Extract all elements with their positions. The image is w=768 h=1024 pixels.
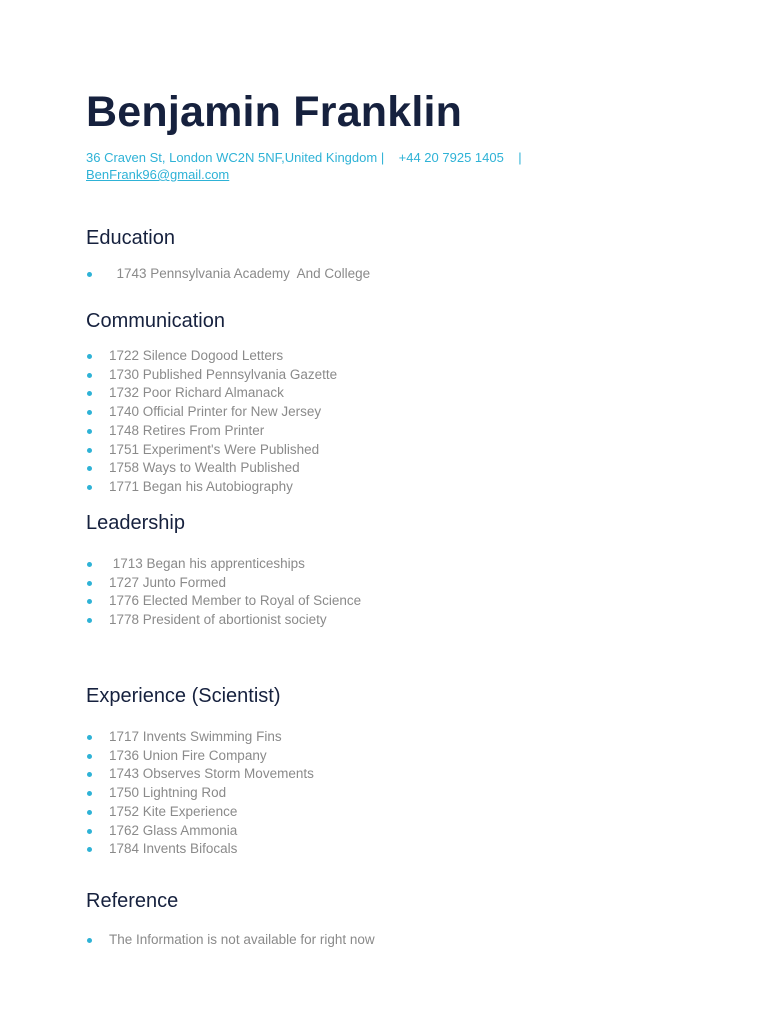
list-item: 1750 Lightning Rod [86, 784, 314, 803]
reference-heading: Reference [86, 890, 179, 912]
communication-list [86, 347, 337, 497]
reference-section [86, 890, 375, 950]
bullet-icon [87, 754, 92, 759]
list-item: 1717 Invents Swimming Fins [86, 728, 314, 747]
bullet-icon [87, 429, 92, 434]
list-item: 1713 Began his apprenticeships [86, 555, 361, 574]
bullet-icon [87, 562, 92, 567]
leadership-heading: Leadership [86, 512, 185, 534]
list-item: 1762 Glass Ammonia [86, 822, 314, 841]
list-item: 1722 Silence Dogood Letters [86, 347, 337, 366]
list-item: 1736 Union Fire Company [86, 747, 314, 766]
bullet-icon [87, 485, 92, 490]
list-item: 1751 Experiment's Were Published [86, 441, 337, 460]
bullet-icon [87, 391, 92, 396]
bullet-icon [87, 466, 92, 471]
list-item: 1758 Ways to Wealth Published [86, 459, 337, 478]
leadership-section [86, 512, 361, 630]
experience-list [86, 728, 314, 859]
list-item: 1727 Junto Formed [86, 574, 361, 593]
email-link[interactable]: BenFrank96@gmail.com [86, 167, 230, 182]
education-heading: Education [86, 227, 175, 249]
bullet-icon [87, 618, 92, 623]
leadership-list [86, 555, 361, 630]
education-list [86, 265, 370, 284]
experience-heading: Experience (Scientist) [86, 685, 281, 707]
bullet-icon [87, 735, 92, 740]
bullet-icon [87, 772, 92, 777]
list-item: 1732 Poor Richard Almanack [86, 384, 337, 403]
bullet-icon [87, 448, 92, 453]
bullet-icon [87, 272, 92, 277]
bullet-icon [87, 354, 92, 359]
reference-list [86, 931, 375, 950]
list-item: 1771 Began his Autobiography [86, 478, 337, 497]
contact-address-phone: 36 Craven St, London WC2N 5NF,United Kingdom | +44 20 7925 1405 | [86, 150, 522, 165]
list-item: 1784 Invents Bifocals [86, 840, 314, 859]
bullet-icon [87, 599, 92, 604]
bullet-icon [87, 938, 92, 943]
bullet-icon [87, 581, 92, 586]
contact-info [86, 149, 522, 183]
list-item: The Information is not available for right now [86, 931, 375, 950]
bullet-icon [87, 410, 92, 415]
candidate-name: Benjamin Franklin [86, 88, 463, 136]
list-item: 1740 Official Printer for New Jersey [86, 403, 337, 422]
bullet-icon [87, 791, 92, 796]
experience-section [86, 685, 314, 859]
list-item: 1748 Retires From Printer [86, 422, 337, 441]
communication-section [86, 310, 337, 497]
bullet-icon [87, 829, 92, 834]
bullet-icon [87, 373, 92, 378]
list-item: 1776 Elected Member to Royal of Science [86, 592, 361, 611]
bullet-icon [87, 810, 92, 815]
list-item: 1778 President of abortionist society [86, 611, 361, 630]
list-item: 1743 Pennsylvania Academy And College [86, 265, 370, 284]
education-section [86, 227, 370, 284]
list-item: 1752 Kite Experience [86, 803, 314, 822]
list-item: 1743 Observes Storm Movements [86, 765, 314, 784]
communication-heading: Communication [86, 310, 225, 332]
list-item: 1730 Published Pennsylvania Gazette [86, 366, 337, 385]
bullet-icon [87, 847, 92, 852]
